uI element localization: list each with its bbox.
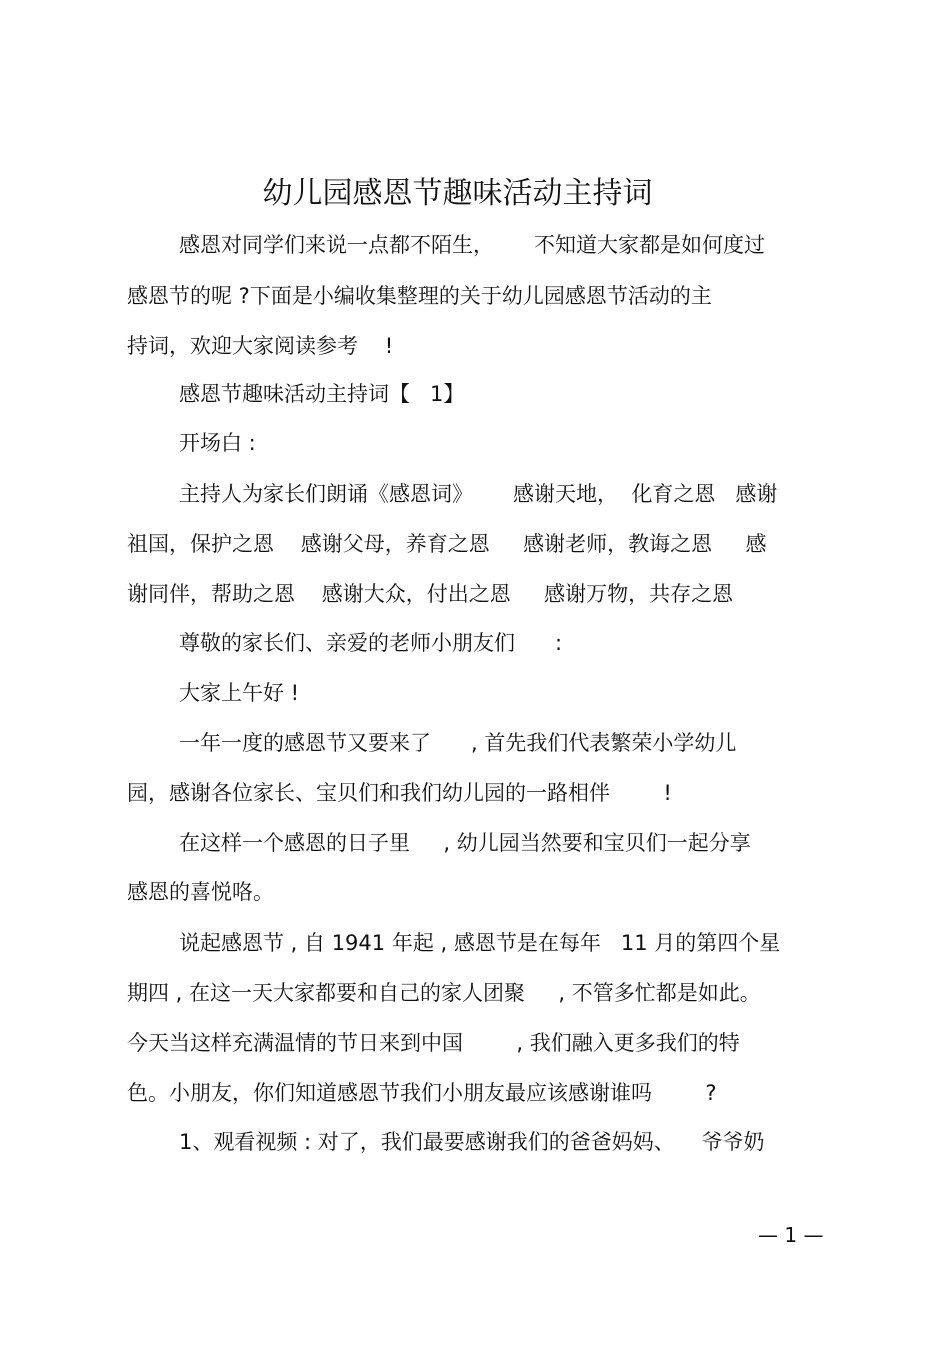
paragraph-line: 在这样一个感恩的日子里 , 幼儿园当然要和宝贝们一起分享 bbox=[179, 831, 751, 855]
paragraph-line: 感恩节的呢 ?下面是小编收集整理的关于幼儿园感恩节活动的主 bbox=[127, 284, 712, 308]
paragraph-line: 持词，欢迎大家阅读参考 ! bbox=[127, 334, 394, 358]
paragraph-line: 今天当这样充满温情的节日来到中国 , 我们融入更多我们的特 bbox=[127, 1031, 740, 1055]
paragraph-line: 园，感谢各位家长、宝贝们和我们幼儿园的一路相伴 ! bbox=[127, 781, 672, 805]
paragraph-line: 感恩的喜悦咯。 bbox=[127, 880, 274, 904]
paragraph-line: 尊敬的家长们、亲爱的老师小朋友们 : bbox=[179, 631, 563, 655]
paragraph-line: 祖国，保护之恩 感谢父母，养育之恩 感谢老师，教诲之恩 感 bbox=[127, 532, 767, 556]
paragraph-line: 一年一度的感恩节又要来了 , 首先我们代表繁荣小学幼儿 bbox=[179, 731, 737, 755]
paragraph-line: 1、观看视频 : 对了，我们最要感谢我们的爸爸妈妈、 爷爷奶 bbox=[179, 1130, 765, 1154]
section-heading: 感恩节趣味活动主持词【 1】 bbox=[179, 382, 465, 406]
paragraph-line: 主持人为家长们朗诵《感恩词》 感谢天地， 化育之恩 感谢 bbox=[179, 482, 778, 506]
paragraph-line: 说起感恩节 , 自 1941 年起 , 感恩节是在每年 11 月的第四个星 bbox=[179, 931, 781, 955]
paragraph-line: 大家上午好 ! bbox=[179, 681, 300, 705]
page-number: — 1 — bbox=[758, 1223, 824, 1247]
document-title: 幼儿园感恩节趣味活动主持词 bbox=[262, 176, 653, 211]
paragraph-line: 开场白 : bbox=[179, 431, 256, 455]
paragraph-line: 谢同伴，帮助之恩 感谢大众，付出之恩 感谢万物，共存之恩 bbox=[127, 582, 734, 606]
paragraph-line: 感恩对同学们来说一点都不陌生， 不知道大家都是如何度过 bbox=[179, 233, 766, 257]
paragraph-line: 期四 , 在这一天大家都要和自己的家人团聚 , 不管多忙都是如此。 bbox=[127, 981, 761, 1005]
paragraph-line: 色。小朋友，你们知道感恩节我们小朋友最应该感谢谁吗 ? bbox=[127, 1081, 717, 1105]
